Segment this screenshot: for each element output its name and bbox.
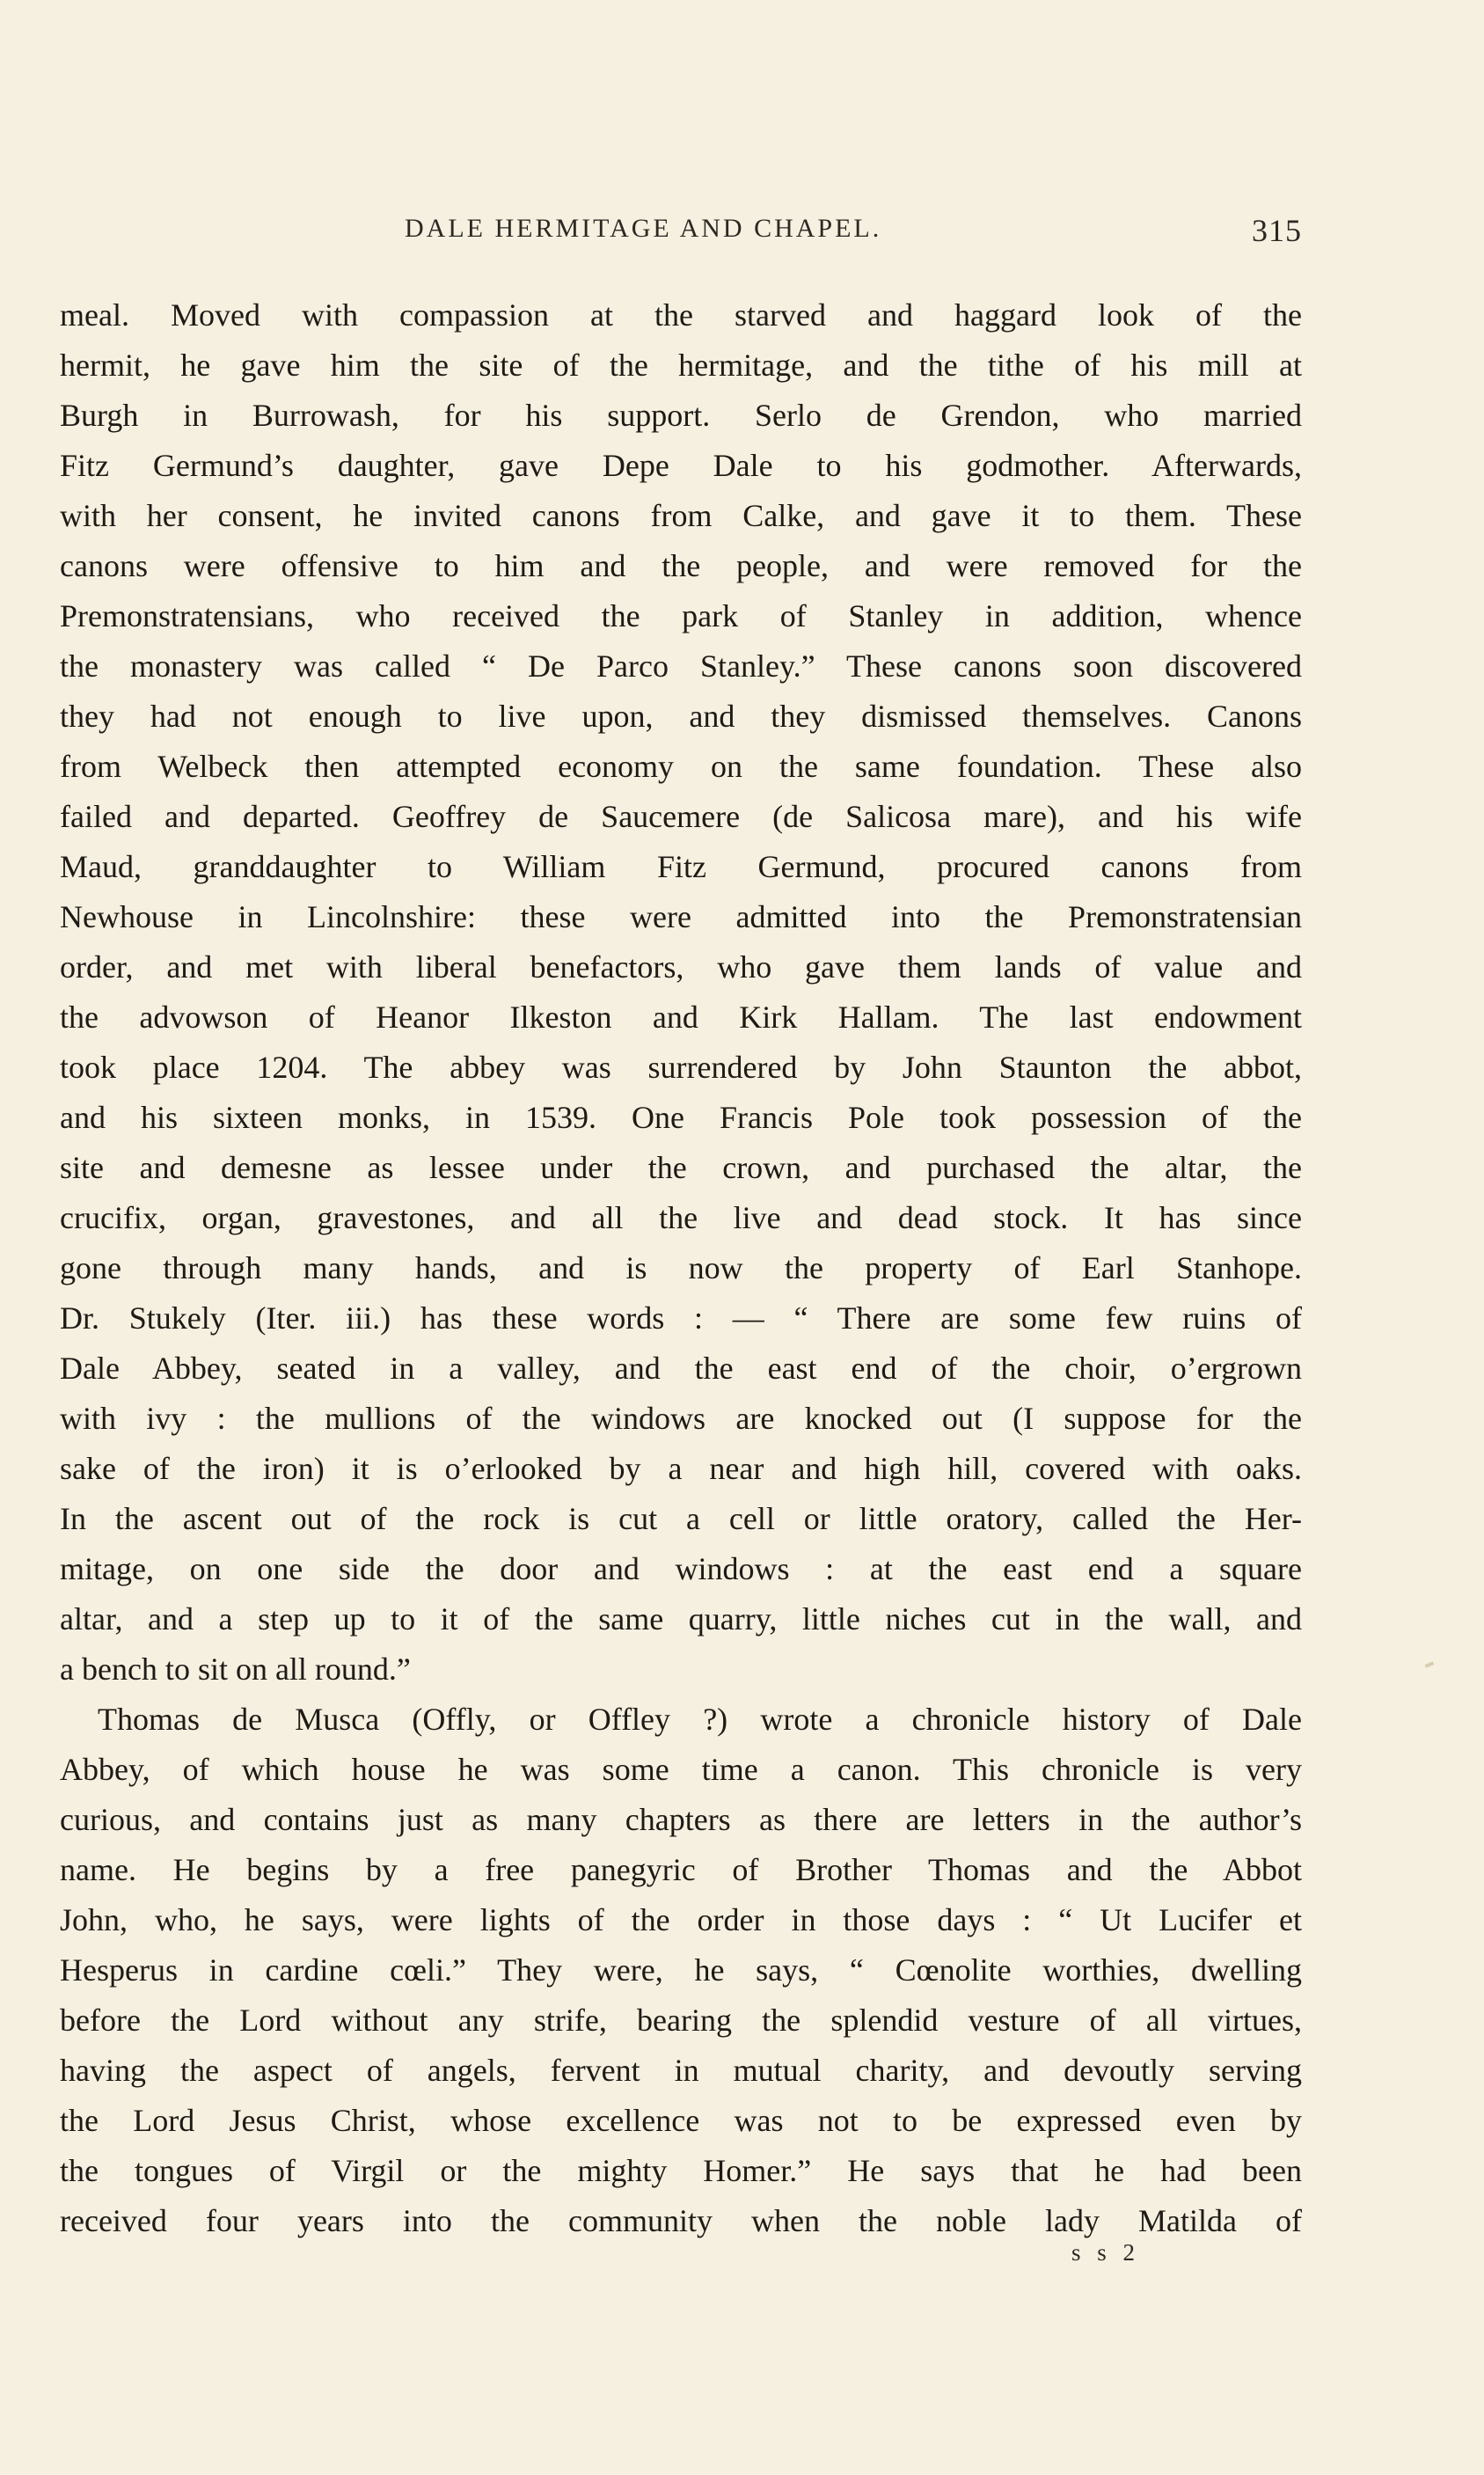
page-header — [60, 214, 1302, 256]
text-line: Premonstratensians, who received the park of Stanley in addition, whence — [60, 598, 1302, 633]
text-line: Hesperus in cardine cœli.” They were, he says, “ Cœnolite worthies, dwelling — [60, 1952, 1302, 1988]
text-line: having the aspect of angels, fervent in mutual charity, and devoutly serving — [60, 2053, 1302, 2088]
text-line: Newhouse in Lincolnshire: these were admitted into the Premonstratensian — [60, 899, 1302, 934]
text-line: altar, and a step up to it of the same quarry, little niches cut in the wall, and — [60, 1601, 1302, 1637]
text-line: Maud, granddaughter to William Fitz Germund, procured canons from — [60, 849, 1302, 884]
text-line: site and demesne as lessee under the crown, and purchased the altar, the — [60, 1150, 1302, 1185]
page-number: 315 — [1252, 213, 1302, 248]
text-line: failed and departed. Geoffrey de Saucemere (de Salicosa mare), and his wife — [60, 799, 1302, 834]
text-line: name. He begins by a free panegyric of Brother Thomas and the Abbot — [60, 1852, 1302, 1887]
text-line: curious, and contains just as many chapters as there are letters in the author’s — [60, 1802, 1302, 1837]
signature-mark: s s 2 — [1071, 2239, 1141, 2266]
text-line: a bench to sit on all round.” — [60, 1651, 411, 1687]
text-line: In the ascent out of the rock is cut a cell or little oratory, called the Her- — [60, 1501, 1302, 1536]
text-line: crucifix, organ, gravestones, and all the live and dead stock. It has since — [60, 1200, 1302, 1235]
text-line: took place 1204. The abbey was surrendered by John Staunton the abbot, — [60, 1050, 1302, 1085]
text-line: hermit, he gave him the site of the hermitage, and the tithe of his mill at — [60, 348, 1302, 383]
text-line: canons were offensive to him and the people, and were removed for the — [60, 548, 1302, 583]
text-line: Fitz Germund’s daughter, gave Depe Dale to his godmother. Afterwards, — [60, 448, 1302, 483]
text-line: from Welbeck then attempted economy on the same foundation. These also — [60, 749, 1302, 784]
text-line: they had not enough to live upon, and they dismissed themselves. Canons — [60, 699, 1302, 734]
text-line: with her consent, he invited canons from Calke, and gave it to them. These — [60, 498, 1302, 533]
text-line: order, and met with liberal benefactors, who gave them lands of value and — [60, 949, 1302, 985]
text-line: Burgh in Burrowash, for his support. Serlo de Grendon, who married — [60, 398, 1302, 433]
text-line: John, who, he says, were lights of the order in those days : “ Ut Lucifer et — [60, 1902, 1302, 1937]
text-line: mitage, on one side the door and windows : at the east end a square — [60, 1551, 1302, 1586]
text-line: received four years into the community when the noble lady Matilda of — [60, 2203, 1302, 2238]
text-line: the Lord Jesus Christ, whose excellence was not to be expressed even by — [60, 2103, 1302, 2138]
text-line: the advowson of Heanor Ilkeston and Kirk Hallam. The last endowment — [60, 1000, 1302, 1035]
text-line: before the Lord without any strife, bearing the splendid vesture of all virtues, — [60, 2003, 1302, 2038]
text-line: sake of the iron) it is o’erlooked by a near and high hill, covered with oaks. — [60, 1451, 1302, 1486]
text-line: Dr. Stukely (Iter. iii.) has these words : — “ There are some few ruins of — [60, 1300, 1302, 1336]
text-line: the tongues of Virgil or the mighty Homer.” He says that he had been — [60, 2153, 1302, 2188]
body-text — [60, 290, 1302, 2246]
text-line: and his sixteen monks, in 1539. One Francis Pole took possession of the — [60, 1100, 1302, 1135]
text-line: Abbey, of which house he was some time a canon. This chronicle is very — [60, 1752, 1302, 1787]
text-line: the monastery was called “ De Parco Stanley.” These canons soon discovered — [60, 648, 1302, 684]
text-line: meal. Moved with compassion at the starved and haggard look of the — [60, 297, 1302, 333]
text-line: with ivy : the mullions of the windows are knocked out (I suppose for the — [60, 1401, 1302, 1436]
text-line: gone through many hands, and is now the property of Earl Stanhope. — [60, 1250, 1302, 1285]
margin-speck — [1425, 1661, 1435, 1668]
text-line: Thomas de Musca (Offly, or Offley ?) wrote a chronicle history of Dale — [98, 1702, 1302, 1737]
running-title: DALE HERMITAGE AND CHAPEL. — [405, 214, 882, 243]
text-line: Dale Abbey, seated in a valley, and the east end of the choir, o’ergrown — [60, 1351, 1302, 1386]
